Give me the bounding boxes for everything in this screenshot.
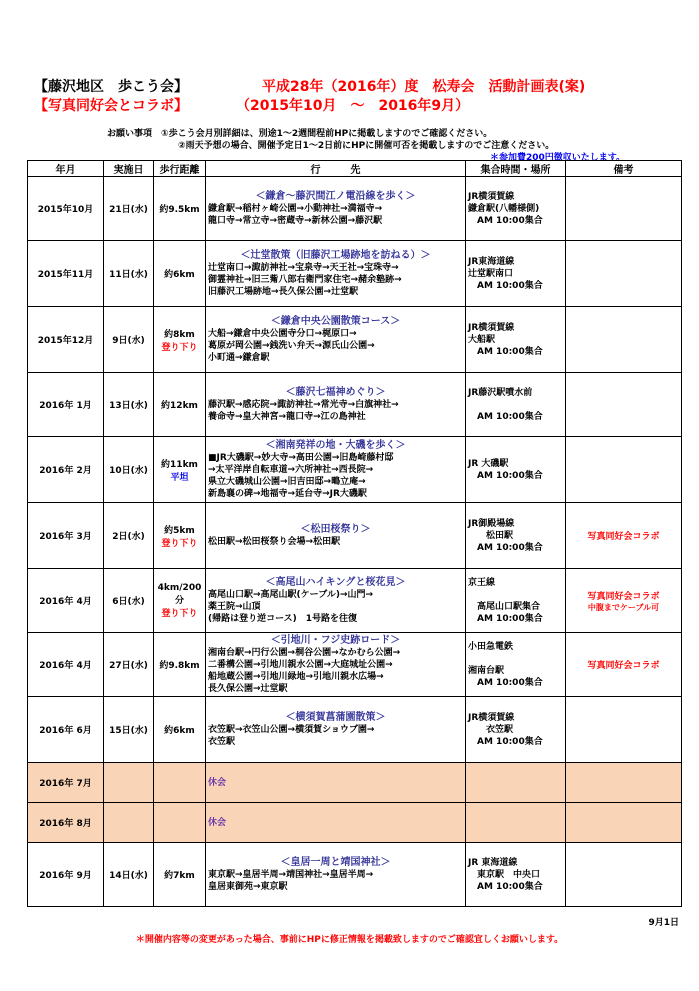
- day-cell: [104, 633, 154, 697]
- remark-note: 中腹までケーブル可: [587, 602, 660, 612]
- meeting-text: 小田急電鉄 湘南台駅 AM 10:00集合: [468, 641, 543, 688]
- course-route: ■JR大磯駅→妙大寺→高田公園→旧島崎藤村邸 →太平洋岸自転車道→六所神社→西長院→ 県立大磯城山公園→旧吉田邸→鴫立庵→ 新島襄の碑→地福寺→延台寺→JR大磯駅: [208, 452, 394, 499]
- day-text: 2日(水): [112, 532, 145, 542]
- request-note-1: お願い事項 ①歩こう会月別詳細は、別途1～2週間程前HPに掲載しますのでご確認ください。: [107, 129, 493, 139]
- course-route: 高尾山口駅→高尾山駅(ケーブル)→山門→ 薬王院→山頂 (帰路は登り逆コース) 1号路を往復: [208, 589, 374, 624]
- meeting-text: JR藤沢駅噴水前 AM 10:00集合: [468, 387, 543, 422]
- table-row: [28, 241, 682, 307]
- remarks-cell: [566, 437, 682, 503]
- day-cell: [104, 241, 154, 307]
- distance-cell: [154, 437, 206, 503]
- meeting-text: JR 大磯駅 AM 10:00集合: [468, 458, 543, 481]
- course-title: ＜鎌倉中央公園散策コース＞: [270, 315, 401, 327]
- course-title: ＜辻堂散策（旧藤沢工場跡地を訪ねる）＞: [240, 249, 431, 261]
- course-cell: [206, 569, 466, 633]
- distance-cell: [154, 697, 206, 763]
- day-text: 10日(水): [109, 466, 148, 476]
- table-row: [28, 697, 682, 763]
- distance-cell: [154, 763, 206, 803]
- month-text: 2015年12月: [37, 336, 94, 346]
- month-text: 2016年 7月: [39, 779, 92, 789]
- course-cell: [206, 241, 466, 307]
- course-cell: [206, 697, 466, 763]
- distance-text: 約7km: [164, 871, 195, 881]
- meeting-cell: [466, 843, 566, 907]
- day-cell: [104, 763, 154, 803]
- day-cell: [104, 307, 154, 373]
- request-note-2: ②雨天予想の場合、開催予定日1～2日前にHPに開催可否を掲載しますのでご注意ください。: [178, 141, 555, 151]
- remarks-cell: [566, 569, 682, 633]
- course-cell: [206, 373, 466, 437]
- meeting-text: JR東海道線 辻堂駅南口 AM 10:00集合: [468, 256, 543, 291]
- month-text: 2016年 6月: [39, 726, 92, 736]
- month-text: 2016年 4月: [39, 661, 92, 671]
- month-text: 2016年 9月: [39, 871, 92, 881]
- distance-note: 登り下り: [161, 608, 198, 619]
- meeting-cell: [466, 503, 566, 569]
- remark-text: 写真同好会コラボ: [587, 661, 660, 671]
- course-route: 鎌倉駅→稲村ヶ崎公園→小動神社→満福寺→ 龍口寺→常立寺→密蔵寺→新林公園→藤沢駅: [208, 203, 383, 226]
- month-cell: [28, 803, 104, 843]
- day-text: 13日(水): [109, 401, 148, 411]
- day-text: 11日(水): [109, 270, 148, 280]
- remarks-cell: [566, 307, 682, 373]
- distance-cell: [154, 569, 206, 633]
- collab-title: 【写真同好会とコラボ】: [34, 98, 188, 114]
- table-header-row: [28, 161, 682, 177]
- distance-text: 約11km: [161, 459, 198, 470]
- course-title: ＜横須賀菖蒲園散策＞: [285, 711, 386, 723]
- meeting-text: JR 東海道線 東京駅 中央口 AM 10:00集合: [468, 857, 543, 892]
- distance-text: 約12km: [161, 401, 198, 411]
- distance-cell: [154, 633, 206, 697]
- distance-text: 約8km: [164, 329, 195, 340]
- distance-text: 約6km: [164, 270, 195, 280]
- month-text: 2015年11月: [37, 270, 94, 280]
- month-cell: [28, 569, 104, 633]
- course-route: 休会: [208, 777, 227, 788]
- table-row: [28, 437, 682, 503]
- course-cell: [206, 437, 466, 503]
- month-text: 2016年 3月: [39, 532, 92, 542]
- course-title: ＜鎌倉～藤沢間江ノ電沿線を歩く＞: [255, 190, 416, 202]
- distance-cell: [154, 843, 206, 907]
- course-title: ＜松田桜祭り＞: [300, 523, 371, 535]
- month-cell: [28, 177, 104, 241]
- month-text: 2016年 2月: [39, 466, 92, 476]
- remark-text: 写真同好会コラボ: [587, 591, 660, 602]
- month-cell: [28, 241, 104, 307]
- meeting-cell: [466, 633, 566, 697]
- month-cell: [28, 307, 104, 373]
- col-header-meeting: 集合時間・場所: [466, 161, 566, 177]
- month-cell: [28, 763, 104, 803]
- table-row: [28, 633, 682, 697]
- day-text: 14日(水): [109, 871, 148, 881]
- course-cell: [206, 307, 466, 373]
- distance-text: 約9.8km: [159, 661, 200, 671]
- table-row: [28, 177, 682, 241]
- course-route: 東京駅→皇居半周→靖国神社→皇居半周→ 皇居東御苑→東京駅: [208, 869, 374, 892]
- distance-cell: [154, 373, 206, 437]
- distance-cell: [154, 241, 206, 307]
- plan-title: 平成28年（2016年）度 松寿会 活動計画表(案): [262, 79, 586, 95]
- col-header-destination: 行 先: [206, 161, 466, 177]
- org-title: 【藤沢地区 歩こう会】: [34, 79, 188, 95]
- distance-cell: [154, 177, 206, 241]
- course-cell: [206, 633, 466, 697]
- table-row: [28, 373, 682, 437]
- meeting-cell: [466, 241, 566, 307]
- course-cell: [206, 763, 466, 803]
- course-cell: [206, 177, 466, 241]
- meeting-text: JR御殿場線 松田駅 AM 10:00集合: [468, 518, 543, 553]
- month-text: 2016年 4月: [39, 597, 92, 607]
- day-text: 21日(水): [109, 205, 148, 215]
- course-cell: [206, 843, 466, 907]
- course-title: ＜藤沢七福神めぐり＞: [285, 386, 386, 398]
- table-row: [28, 569, 682, 633]
- month-text: 2015年10月: [37, 205, 94, 215]
- distance-note: 登り下り: [161, 342, 198, 353]
- month-text: 2016年 8月: [39, 819, 92, 829]
- remarks-cell: [566, 763, 682, 803]
- meeting-cell: [466, 569, 566, 633]
- meeting-cell: [466, 437, 566, 503]
- day-cell: [104, 373, 154, 437]
- footer-note: ＊開催内容等の変更があった場合、事前にHPに修正情報を掲載致しますのでご確認宜しくお願いします。: [135, 935, 564, 945]
- course-cell: [206, 803, 466, 843]
- distance-text: 約6km: [164, 726, 195, 736]
- table-row: [28, 763, 682, 803]
- day-cell: [104, 437, 154, 503]
- day-cell: [104, 843, 154, 907]
- day-text: 6日(水): [112, 597, 145, 607]
- distance-cell: [154, 503, 206, 569]
- month-cell: [28, 633, 104, 697]
- meeting-cell: [466, 307, 566, 373]
- meeting-text: JR横須賀線 大船駅 AM 10:00集合: [468, 322, 543, 357]
- table-row: [28, 307, 682, 373]
- day-cell: [104, 503, 154, 569]
- meeting-text: JR横須賀線 鎌倉駅(八幡様側) AM 10:00集合: [468, 191, 543, 226]
- course-title: ＜引地川・フジ史跡ロード＞: [270, 634, 401, 646]
- course-route: 大船→鎌倉中央公園寺分口→梶原口→ 葛原が岡公園→銭洗い弁天→源氏山公園→ 小町通→鎌倉駅: [208, 328, 375, 363]
- table-row: [28, 503, 682, 569]
- distance-text: 約5km: [164, 525, 195, 536]
- remarks-cell: [566, 633, 682, 697]
- remarks-cell: [566, 373, 682, 437]
- meeting-cell: [466, 803, 566, 843]
- distance-note: 登り下り: [161, 538, 198, 549]
- distance-note: 平坦: [170, 472, 189, 483]
- distance-cell: [154, 307, 206, 373]
- month-text: 2016年 1月: [39, 401, 92, 411]
- meeting-text: 京王線 高尾山口駅集合 AM 10:00集合: [468, 577, 543, 624]
- remarks-cell: [566, 803, 682, 843]
- course-route: 湘南台駅→円行公園→桐谷公園→なかむら公園→ 二番構公園→引地川親水公園→大庭城址公園→ 船地蔵公園→引地川緑地→引地川親水広場→ 長久保公園→辻堂駅: [208, 647, 401, 694]
- month-cell: [28, 373, 104, 437]
- plan-period: （2015年10月 ～ 2016年9月）: [236, 98, 470, 114]
- meeting-text: JR横須賀線 衣笠駅 AM 10:00集合: [468, 712, 543, 747]
- day-text: 27日(水): [109, 661, 148, 671]
- meeting-cell: [466, 177, 566, 241]
- col-header-month: 年月: [28, 161, 104, 177]
- day-cell: [104, 697, 154, 763]
- distance-text: 4km/200分: [157, 582, 202, 606]
- day-cell: [104, 569, 154, 633]
- course-title: ＜皇居一周と靖国神社＞: [280, 856, 391, 868]
- meeting-cell: [466, 763, 566, 803]
- distance-cell: [154, 803, 206, 843]
- remarks-cell: [566, 697, 682, 763]
- day-text: 15日(水): [109, 726, 148, 736]
- month-cell: [28, 503, 104, 569]
- col-header-remarks: 備考: [566, 161, 682, 177]
- day-cell: [104, 177, 154, 241]
- course-route: 辻堂南口→諏訪神社→宝泉寺→天王社→宝珠寺→ 御霊神社→旧三觜八郎右衛門家住宅→赭余塾跡→ 旧藤沢工場跡地→長久保公園→辻堂駅: [208, 262, 402, 297]
- day-text: 9日(水): [112, 336, 145, 346]
- course-title: ＜高尾山ハイキングと桜花見＞: [265, 576, 406, 588]
- month-cell: [28, 437, 104, 503]
- fee-note: ＊参加費200円徴収いたします。: [490, 153, 626, 163]
- col-header-day: 実施日: [104, 161, 154, 177]
- remarks-cell: [566, 843, 682, 907]
- schedule-table: [27, 160, 682, 907]
- course-route: 藤沢駅→感応院→諏訪神社→常光寺→白旗神社→ 養命寺→皇大神宮→龍口寺→江の島神社: [208, 399, 399, 422]
- month-cell: [28, 697, 104, 763]
- remark-text: 写真同好会コラボ: [587, 532, 660, 542]
- day-cell: [104, 803, 154, 843]
- remarks-cell: [566, 503, 682, 569]
- course-route: 衣笠駅→衣笠山公園→横須賀ショウブ園→ 衣笠駅: [208, 724, 375, 747]
- course-route: 休会: [208, 817, 227, 828]
- distance-text: 約9.5km: [159, 205, 200, 215]
- issue-date: 9月1日: [648, 918, 679, 928]
- course-title: ＜湘南発祥の地・大磯を歩く＞: [265, 439, 406, 451]
- course-route: 松田駅→松田桜祭り会場→松田駅: [208, 536, 341, 547]
- course-cell: [206, 503, 466, 569]
- table-row: [28, 803, 682, 843]
- meeting-cell: [466, 373, 566, 437]
- remarks-cell: [566, 177, 682, 241]
- month-cell: [28, 843, 104, 907]
- table-row: [28, 843, 682, 907]
- col-header-distance: 歩行距離: [154, 161, 206, 177]
- remarks-cell: [566, 241, 682, 307]
- meeting-cell: [466, 697, 566, 763]
